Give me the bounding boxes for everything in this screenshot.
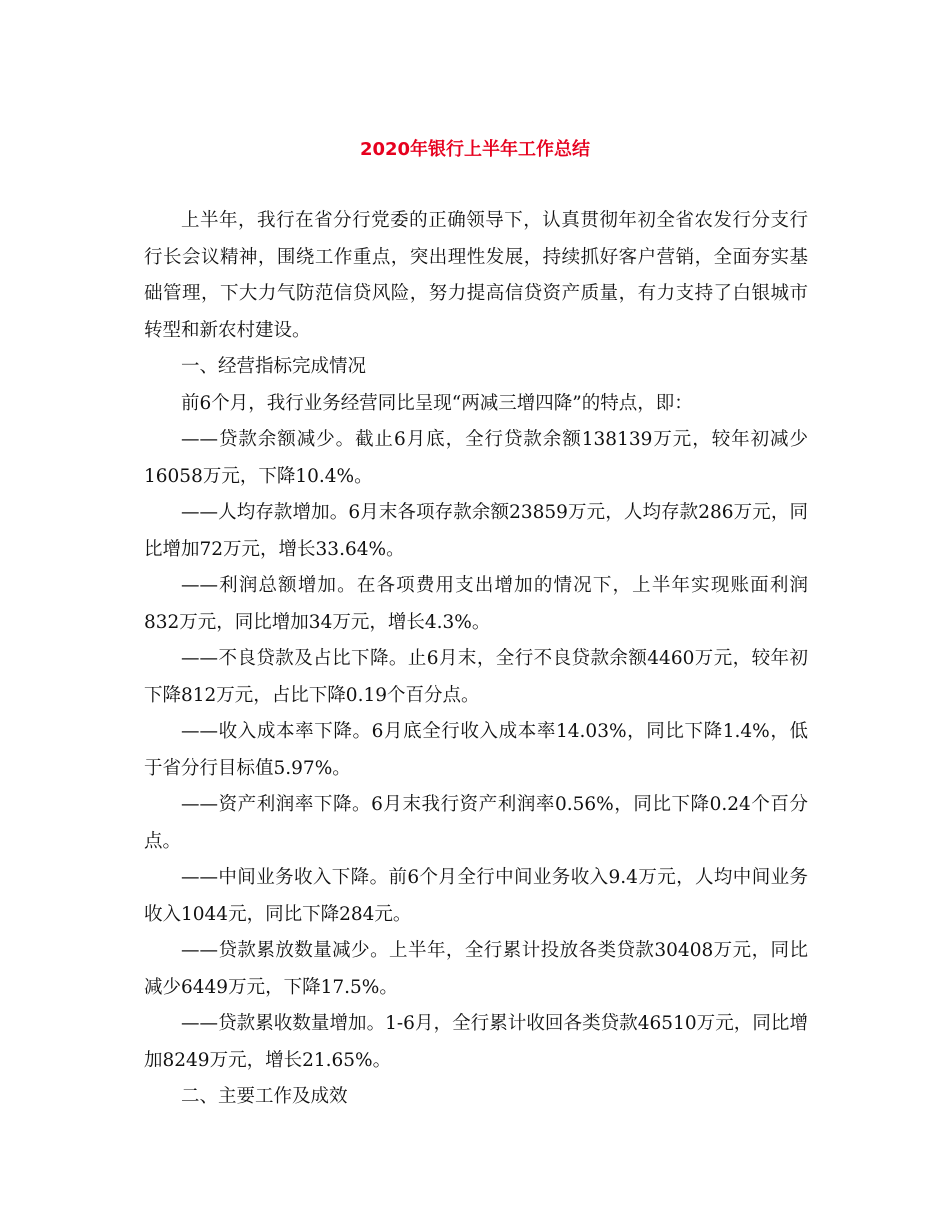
paragraph-deposits: ——人均存款增加。6月末各项存款余额23859万元，人均存款286万元，同比增加72万元，增长33.64%。 bbox=[144, 502, 808, 560]
paragraph-profit: ——利润总额增加。在各项费用支出增加的情况下，上半年实现账面利润832万元，同比增加34万元，增长4.3%。 bbox=[144, 575, 808, 633]
paragraph-loans-issued: ——贷款累放数量减少。上半年，全行累计投放各类贷款30408万元，同比减少6449万元，下降17.5%。 bbox=[144, 940, 808, 998]
paragraph-loan-balance: ——贷款余额减少。截止6月底，全行贷款余额138139万元，较年初减少16058万元，下降10.4%。 bbox=[144, 429, 808, 487]
paragraph-intro: 上半年，我行在省分行党委的正确领导下，认真贯彻年初全省农发行分支行行长会议精神，围绕工作重点，突出理性发展，持续抓好客户营销，全面夯实基础管理，下大力气防范信贷风险，努力提高信贷资产质量，有力支持了白银城市转型和新农村建设。 bbox=[144, 210, 808, 341]
section-heading-1: 一、经营指标完成情况 bbox=[181, 356, 367, 377]
document-body bbox=[144, 203, 808, 1116]
paragraph-loans-recovered: ——贷款累收数量增加。1-6月，全行累计收回各类贷款46510万元，同比增加8249万元，增长21.65%。 bbox=[144, 1013, 808, 1071]
document-title: 2020年银行上半年工作总结 bbox=[359, 139, 591, 160]
paragraph-summary: 前6个月，我行业务经营同比呈现“两减三增四降”的特点，即： bbox=[181, 392, 693, 414]
paragraph-bad-loans: ——不良贷款及占比下降。止6月末，全行不良贷款余额4460万元，较年初下降812万元，占比下降0.19个百分点。 bbox=[144, 648, 808, 706]
paragraph-asset-profit: ——资产利润率下降。6月末我行资产利润率0.56%，同比下降0.24个百分点。 bbox=[144, 794, 808, 852]
section-heading-2: 二、主要工作及成效 bbox=[181, 1086, 348, 1107]
paragraph-cost-ratio: ——收入成本率下降。6月底全行收入成本率14.03%，同比下降1.4%，低于省分行目标值5.97%。 bbox=[144, 721, 808, 779]
paragraph-intermediate-income: ——中间业务收入下降。前6个月全行中间业务收入9.4万元，人均中间业务收入1044元，同比下降284元。 bbox=[144, 867, 808, 925]
